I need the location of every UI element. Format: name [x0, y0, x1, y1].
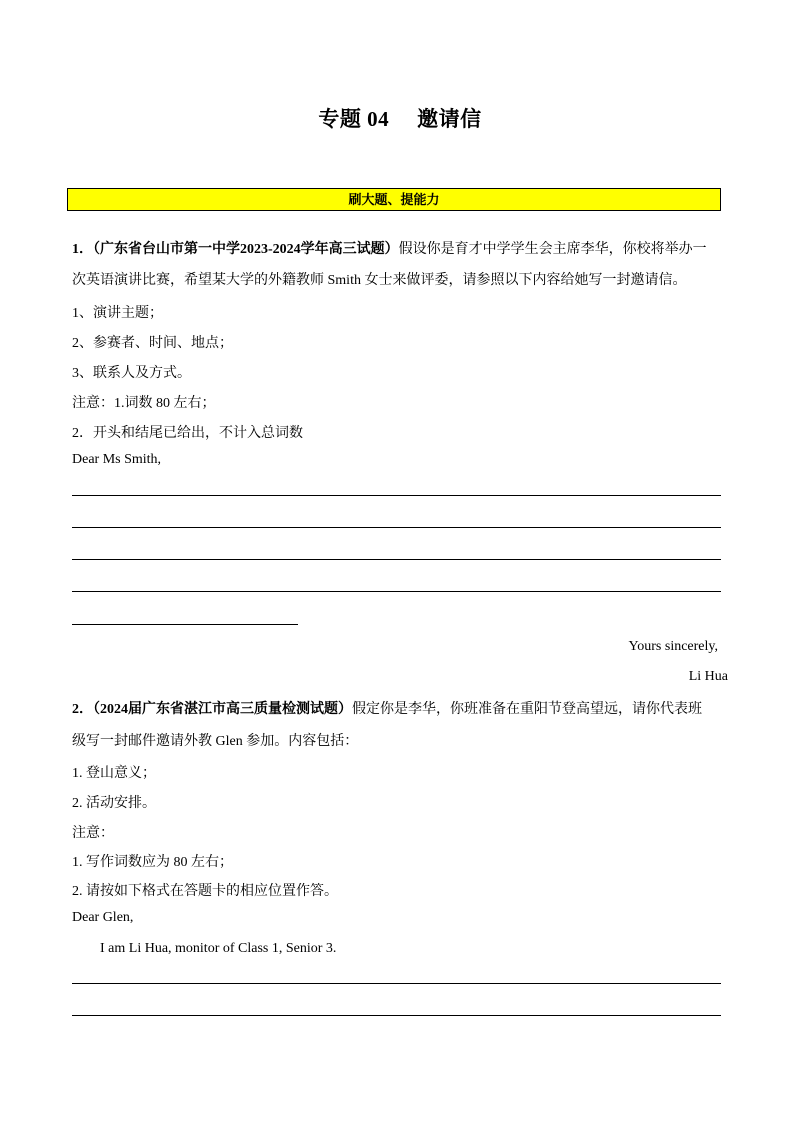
q2-prompt-line1: [72, 698, 702, 718]
q1-closing: Yours sincerely,: [628, 639, 718, 654]
q1-point: 1、演讲主题；: [72, 306, 163, 321]
answer-line: [72, 983, 721, 984]
q2-prompt-line2: 级写一封邮件邀请外教 Glen 参加。内容包括：: [72, 734, 359, 749]
q1-prompt-text1: 假设你是育才中学学生会主席李华，你校将举办一: [398, 242, 707, 257]
q1-point: 3、联系人及方式。: [72, 366, 191, 381]
q2-point: 2. 活动安排。: [72, 796, 156, 811]
answer-line: [72, 591, 721, 592]
page-title: [0, 103, 800, 133]
q1-note: 注意：1.词数 80 左右；: [72, 396, 216, 411]
q2-notes-label: 注意：: [72, 826, 114, 841]
answer-line: [72, 527, 721, 528]
title-main: 专题 04: [318, 107, 390, 131]
q1-point: 2、参赛者、时间、地点；: [72, 336, 233, 351]
q1-note: 2．开头和结尾已给出，不计入总词数: [72, 426, 303, 441]
q1-number: 1．: [72, 242, 93, 257]
title-sub: 邀请信: [417, 107, 482, 131]
answer-line: [72, 1015, 721, 1016]
answer-line: [72, 559, 721, 560]
q1-prompt-line1: [72, 238, 707, 258]
q2-salutation: Dear Glen,: [72, 910, 134, 925]
q2-opening: I am Li Hua, monitor of Class 1, Senior 3.: [100, 941, 337, 956]
q2-note: 2. 请按如下格式在答题卡的相应位置作答。: [72, 884, 338, 899]
q2-point: 1. 登山意义；: [72, 766, 156, 781]
q1-signature: Li Hua: [688, 669, 728, 684]
q2-source: （2024届广东省湛江市高三质量检测试题）: [93, 702, 352, 717]
q1-prompt-line2: 次英语演讲比赛，希望某大学的外籍教师 Smith 女士来做评委，请参照以下内容给她写一封邀请信。: [72, 273, 687, 288]
q2-note: 1. 写作词数应为 80 左右；: [72, 855, 233, 870]
q2-prompt-text1: 假定你是李华，你班准备在重阳节登高望远，请你代表班: [352, 702, 702, 717]
answer-line-short: [72, 624, 298, 625]
q1-source: （广东省台山市第一中学2023-2024学年高三试题）: [93, 242, 399, 257]
q1-salutation: Dear Ms Smith,: [72, 452, 162, 467]
answer-line: [72, 495, 721, 496]
section-banner: 刷大题、提能力: [67, 188, 721, 211]
q2-number: 2．: [72, 702, 93, 717]
